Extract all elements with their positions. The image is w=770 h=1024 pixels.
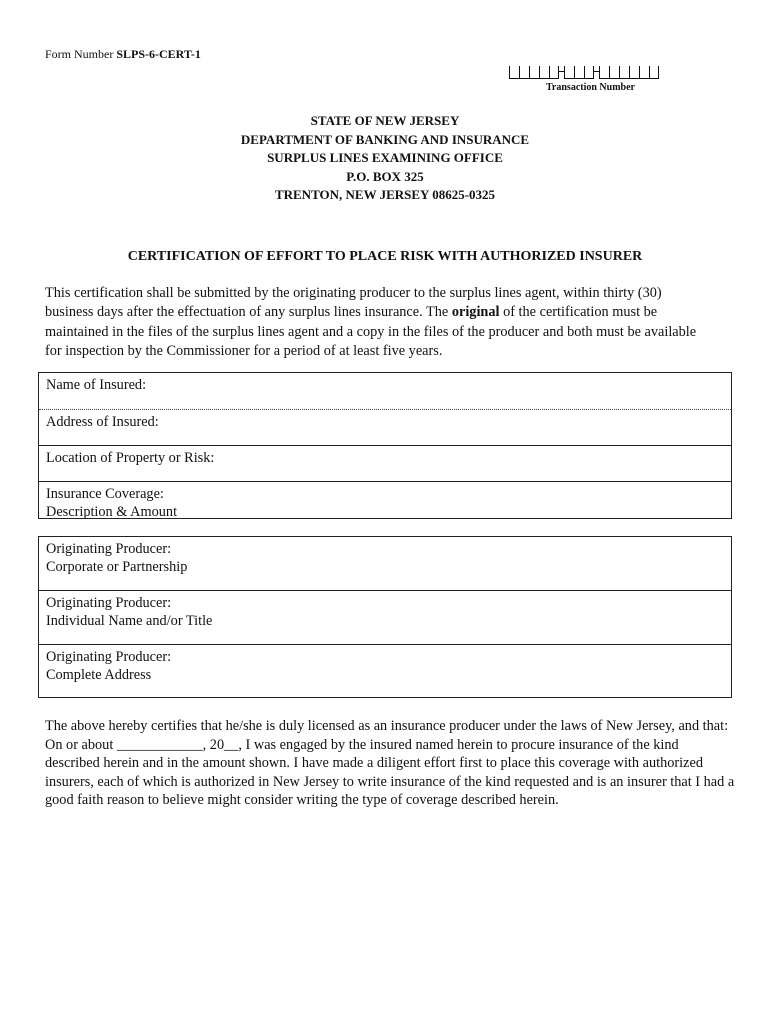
transaction-separator bbox=[594, 66, 599, 79]
agency-department: DEPARTMENT OF BANKING AND INSURANCE bbox=[240, 131, 530, 147]
transaction-digit-box[interactable] bbox=[574, 66, 584, 79]
certification-paragraph: The above hereby certifies that he/she is duly licensed as an insurance producer under the laws of New Jersey, and that: On or about ____________, 20__, I was engaged by the insured named herein to procure insurance of the kind described herein and in the amount shown. I have made a diligent effort first to place this coverage with authorized insurers, each of which is authorized in New Jersey to write insurance of the kind requested and is an insurer that I had a good faith reason to believe might consider writing the type of coverage described herein. bbox=[45, 718, 735, 809]
document-title: CERTIFICATION OF EFFORT TO PLACE RISK WITH AUTHORIZED INSURER bbox=[127, 249, 643, 264]
producer-address-field[interactable] bbox=[39, 645, 731, 697]
form-number-value: SLPS-6-CERT-1 bbox=[116, 47, 201, 61]
insurance-coverage-sublabel: Description & Amount bbox=[46, 504, 178, 520]
address-of-insured-label: Address of Insured: bbox=[46, 414, 159, 430]
intro-emphasis: original bbox=[451, 304, 500, 321]
form-number-label: Form Number bbox=[45, 47, 117, 61]
producer-corporate-field[interactable] bbox=[39, 537, 731, 591]
transaction-digit-box[interactable] bbox=[599, 66, 609, 79]
location-of-risk-label: Location of Property or Risk: bbox=[46, 450, 215, 466]
agency-header bbox=[0, 112, 770, 205]
intro-text-2: of the certification must be maintained in the files of the surplus lines agent and a copy in the files of the producer and both must be available for inspection by the Commissioner for a period of at least five years. bbox=[45, 304, 697, 359]
transaction-digit-box[interactable] bbox=[584, 66, 594, 79]
transaction-digit-box[interactable] bbox=[609, 66, 619, 79]
agency-office: SURPLUS LINES EXAMINING OFFICE bbox=[267, 150, 503, 165]
agency-city: TRENTON, NEW JERSEY 08625-0325 bbox=[274, 187, 496, 202]
insurance-coverage-field[interactable] bbox=[39, 482, 731, 518]
transaction-digit-box[interactable] bbox=[619, 66, 629, 79]
insurance-coverage-label: Insurance Coverage: bbox=[46, 486, 164, 502]
intro-text-1: This certification shall be submitted by the originating producer to the surplus lines agent, within thirty (30) business days after the effectuation of any surplus lines insurance. The bbox=[45, 285, 662, 321]
transaction-digit-box[interactable] bbox=[564, 66, 574, 79]
name-of-insured-label: Name of Insured: bbox=[46, 377, 147, 393]
producer-individual-sublabel: Individual Name and/or Title bbox=[46, 613, 213, 629]
transaction-digit-box[interactable] bbox=[509, 66, 519, 79]
transaction-digit-box[interactable] bbox=[539, 66, 549, 79]
insured-info-box bbox=[38, 372, 732, 519]
address-of-insured-field[interactable] bbox=[39, 410, 731, 446]
transaction-number-boxes[interactable] bbox=[509, 63, 689, 79]
transaction-number-label: Transaction Number bbox=[546, 82, 635, 93]
transaction-digit-box[interactable] bbox=[639, 66, 649, 79]
transaction-number-field[interactable] bbox=[509, 63, 689, 93]
transaction-digit-box[interactable] bbox=[519, 66, 529, 79]
transaction-digit-box[interactable] bbox=[529, 66, 539, 79]
transaction-digit-box[interactable] bbox=[649, 66, 659, 79]
agency-po-box: P.O. BOX 325 bbox=[346, 168, 424, 184]
transaction-digit-box[interactable] bbox=[549, 66, 559, 79]
agency-state: STATE OF NEW JERSEY bbox=[310, 113, 460, 128]
producer-individual-label: Originating Producer: bbox=[46, 595, 172, 611]
transaction-digit-box[interactable] bbox=[629, 66, 639, 79]
form-number bbox=[45, 47, 201, 62]
producer-corporate-sublabel: Corporate or Partnership bbox=[46, 559, 188, 575]
producer-address-label: Originating Producer: bbox=[46, 649, 172, 665]
transaction-separator bbox=[559, 66, 564, 79]
producer-corporate-label: Originating Producer: bbox=[46, 541, 172, 557]
producer-address-sublabel: Complete Address bbox=[46, 667, 152, 683]
location-of-risk-field[interactable] bbox=[39, 446, 731, 482]
name-of-insured-field[interactable] bbox=[39, 373, 731, 410]
intro-paragraph bbox=[45, 284, 705, 361]
producer-individual-field[interactable] bbox=[39, 591, 731, 645]
producer-info-box bbox=[38, 536, 732, 698]
